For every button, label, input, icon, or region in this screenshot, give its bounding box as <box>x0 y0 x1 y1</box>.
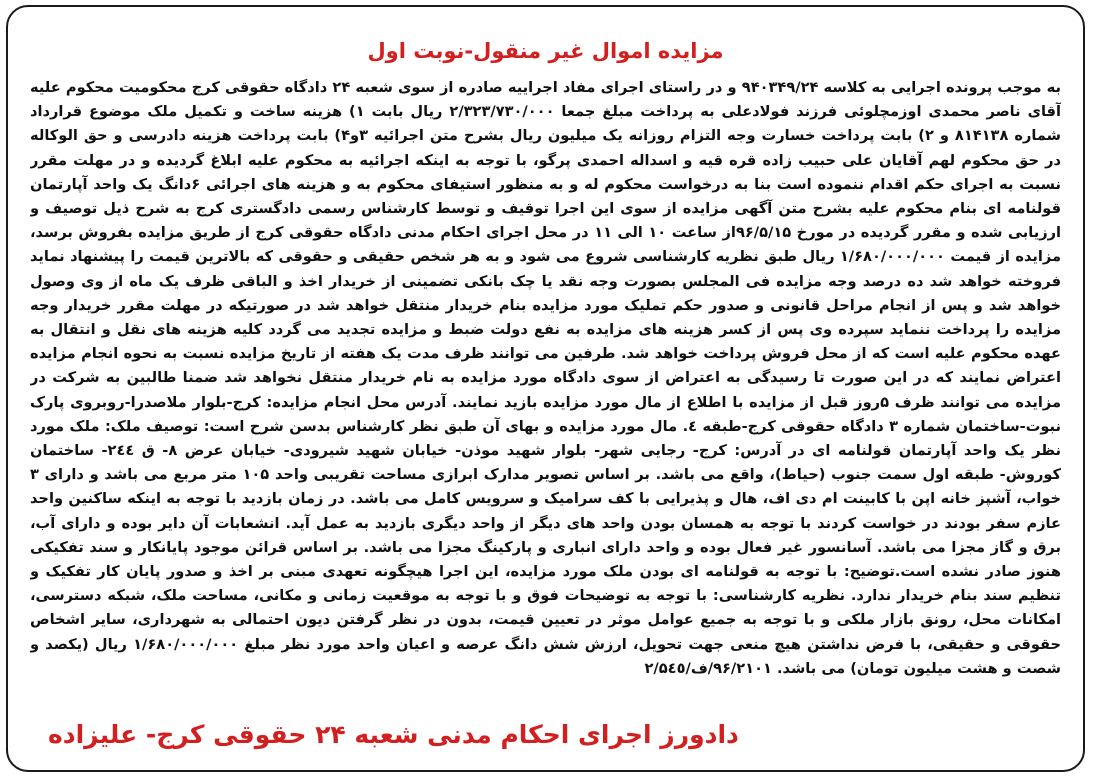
notice-signature-row <box>48 718 1083 752</box>
notice-title: مزایده اموال غیر منقول-نوبت اول <box>367 39 724 63</box>
notice-signature: دادورز اجرای احکام مدنی شعبه ۲۴ حقوقی کرج- علیزاده <box>48 720 739 749</box>
notice-frame <box>6 5 1085 772</box>
notice-body: به موجب پرونده اجرایی به کلاسه ۹۴۰۳۴۹/۲۴ و در راستای اجرای مفاد اجراییه صادره از سوی شعبه ۲۴ دادگاه حقوقی کرج محکومیت محکوم علیه آقای ناصر محمدی اوزمچلوئی فرزند فولادعلی به پرداخت مبلغ جمعا ۲/۳۲۳/۷۳۰/۰۰۰ ریال بابت ۱) هزینه ساخت و تکمیل ملک موضوع قرارداد شماره ۸۱۴۱۳۸ و ۲) بابت پرداخت خسارت وجه التزام روزانه یک میلیون ریال بشرح متن اجرائیه ۳و۴) بابت پرداخت هزینه دادرسی و حق الوکاله در حق محکوم لهم آقایان علی حبیب زاده قره قیه و اسداله احمدی پرگو، با توجه به اینکه اجرائیه به محکوم علیه ابلاغ گردیده و در مهلت مقرر نسبت به اجرای حکم اقدام ننموده است بنا به درخواست محکوم له و به منظور استیفای محکوم به و هزینه های اجرائی ۶دانگ یک واحد آپارتمان قولنامه ای بنام محکوم علیه بشرح متن آگهی مزایده از سوی این اجرا توقیف و توسط کارشناس رسمی دادگستری کرج به شرح ذیل توصیف و ارزیابی شده و مقرر گردیده در مورخ ۹۶/۵/۱۵از ساعت ۱۰ الی ۱۱ در محل اجرای احکام مدنی دادگاه حقوقی کرج از طریق مزایده بفروش برسد، مزایده از قیمت ۱/۶۸۰/۰۰۰/۰۰۰ ریال طبق نظریه کارشناسی شروع می شود و به هر شخص حقیقی و حقوقی که بالاترین قیمت را پیشنهاد نماید فروخته خواهد شد ده درصد وجه مزایده فی المجلس بصورت وجه نقد یا چک بانکی تضمینی از خریدار اخذ و الباقی ظرف یک ماه از وی وصول خواهد شد و پس از انجام مراحل قانونی و صدور حکم تملیک مورد مزایده بنام خریدار منتقل خواهد شد در صورتیکه در مهلت مقرر خریدار وجه مزایده را پرداخت ننماید سپرده وی پس از کسر هزینه های مزایده به نفع دولت ضبط و مزایده تجدید می گردد کلیه هزینه های نقل و انتقال به عهده محکوم علیه است که از محل فروش پرداخت خواهد شد. طرفین می توانند ظرف مدت یک هفته از تاریخ مزایده نسبت به نحوه انجام مزایده اعتراض نمایند که در این صورت تا رسیدگی به اعتراض از سوی دادگاه مورد مزایده به نام خریدار منتقل نخواهد شد ضمنا طالبین به شرکت در مزایده می توانند ظرف ۵روز قبل از مزایده با اطلاع از مال مورد مزایده بازید نمایند. آدرس محل انجام مزایده: کرج-بلوار ملاصدرا-روبروی پارک نبوت-ساختمان شماره ۳ دادگاه حقوقی کرج-طبقه ٤. مال مورد مزایده و بهای آن طبق نظر کارشناس بدسن شرح است: توصیف ملک: ملک مورد نظر یک واحد آپارتمان قولنامه ای در آدرس: کرج- رجایی شهر- بلوار شهید موذن- خیابان شهید شیرودی- خیابان عرض ۸- ق ۲٤٤- ساختمان کوروش- طبقه اول سمت جنوب (حیاط)، واقع می باشد. بر اساس تصویر مدارک ابرازی مساحت تقریبی واحد ۱۰۵ متر مربع می باشد و دارای ۳ خواب، آشپز خانه اپن با کابینت ام دی اف، هال و پذیرایی با کف سرامیک و سرویس کامل می باشد. در زمان بازدید با توجه به اینکه ساکنین واحد عازم سفر بودند در خواست کردند با توجه به همسان بودن واحد های دیگر از واحد دیگری بازدید به عمل آید. انشعابات آن دایر بوده و دارای آب، برق و گاز مجزا می باشد. آسانسور غیر فعال بوده و واحد دارای انباری و پارکینگ مجزا می باشد. بر اساس قرائن موجود پایانکار و سند تفکیکی هنوز صادر نشده است.توضیح: با توجه به قولنامه ای بودن ملک مورد مزایده، این اجرا هیچگونه تعهدی مبنی بر اخذ و صدور پایان کار تفکیک و تنظیم سند بنام خریدار ندارد. نظریه کارشناسی: با توجه به توضیحات فوق و با توجه به موقعیت زمانی و مکانی، مساحت ملک، شبکه دسترسی، امکانات محل، رونق بازار ملکی و با توجه به جمیع عوامل موثر در تعیین قیمت، بدون در نظر گرفتن دیون احتمالی به شهرداری، سایر اشخاص حقوقی و حقیقی، با فرض نداشتن هیچ منعی جهت تحویل، ارزش شش دانگ عرصه و اعیان واحد مورد نظر مبلغ ۱/۶۸۰/۰۰۰/۰۰۰ ریال (یکصد و شصت و هشت میلیون تومان) می باشد. ۹۶/۲۱۰۱/ف/۲/۵٤٥ <box>30 79 1061 677</box>
